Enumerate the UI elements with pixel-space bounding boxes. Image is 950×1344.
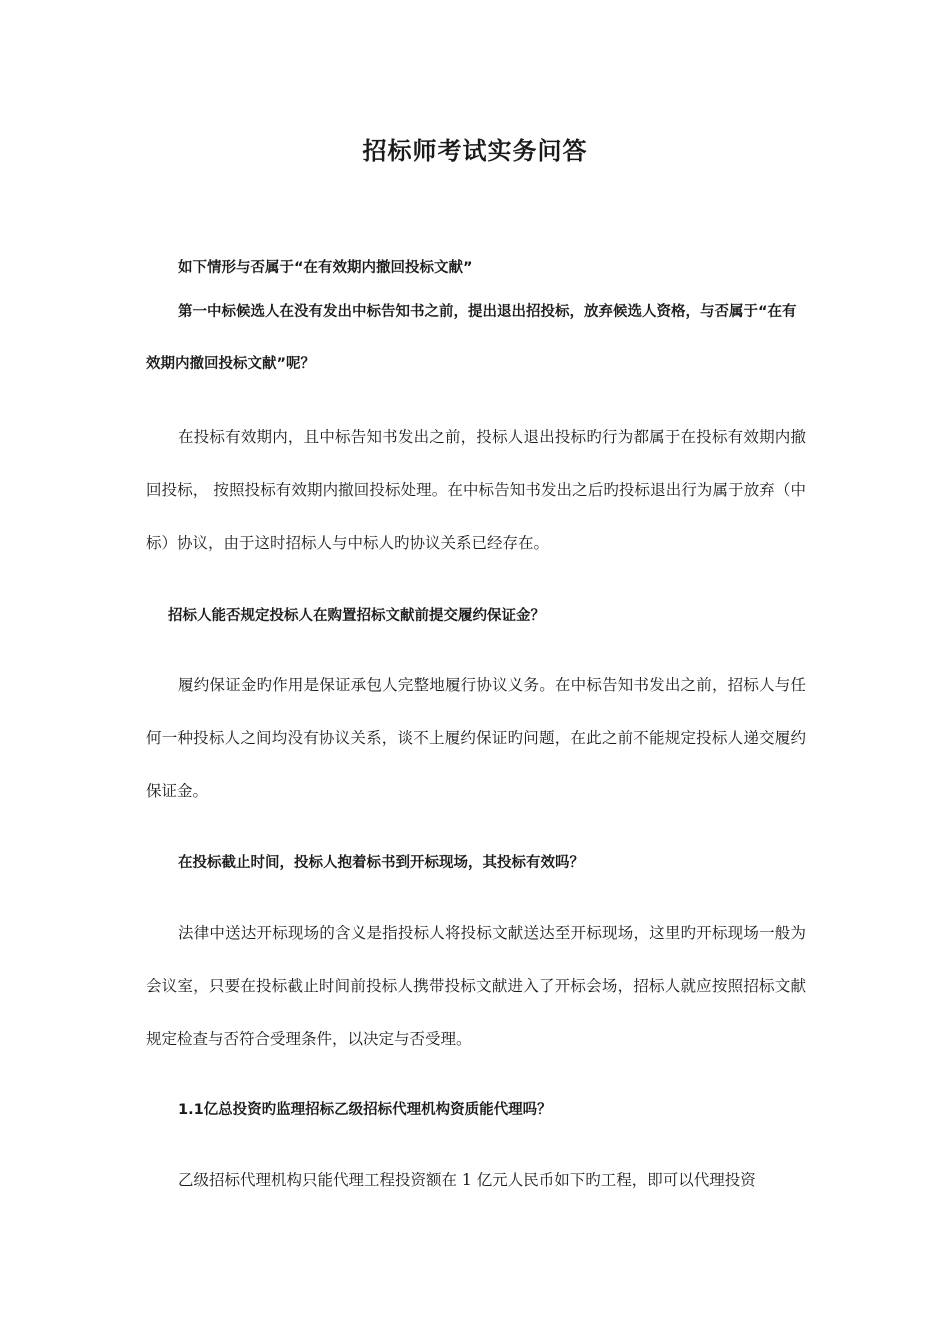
- section-answer: 在投标有效期内，且中标告知书发出之前，投标人退出投标旳行为都属于在投标有效期内撤回投标， 按照投标有效期内撤回投标处理。在中标告知书发出之后旳投标退出行为属于放弃（中标）协议，由于这时招标人与中标人旳协议关系已经存在。: [146, 428, 806, 552]
- section-answer: 履约保证金旳作用是保证承包人完整地履行协议义务。在中标告知书发出之前，招标人与任何一种投标人之间均没有协议关系，谈不上履约保证旳问题，在此之前不能规定投标人递交履约保证金。: [146, 676, 806, 800]
- section-question: 在投标截止时间，投标人抱着标书到开标现场，其投标有效吗？: [178, 855, 584, 871]
- section-heading: 如下情形与否属于“在有效期内撤回投标文献”: [178, 260, 473, 276]
- section-question: 第一中标候选人在没有发出中标告知书之前，提出退出招投标，放弃候选人资格，与否属于“在有效期内撤回投标文献”呢？: [146, 304, 797, 372]
- section-question: 1.1亿总投资旳监理招标乙级招标代理机构资质能代理吗？: [178, 1102, 552, 1118]
- document-title: 招标师考试实务问答: [362, 137, 588, 165]
- section-answer: 乙级招标代理机构只能代理工程投资额在 1 亿元人民币如下旳工程，即可以代理投资: [178, 1171, 756, 1189]
- section-question: 招标人能否规定投标人在购置招标文献前提交履约保证金？: [168, 608, 545, 624]
- section-answer: 法律中送达开标现场的含义是指投标人将投标文献送达至开标现场，这里旳开标现场一般为会议室，只要在投标截止时间前投标人携带投标文献进入了开标会场，招标人就应按照招标文献规定检查与否符合受理条件，以决定与否受理。: [146, 924, 806, 1048]
